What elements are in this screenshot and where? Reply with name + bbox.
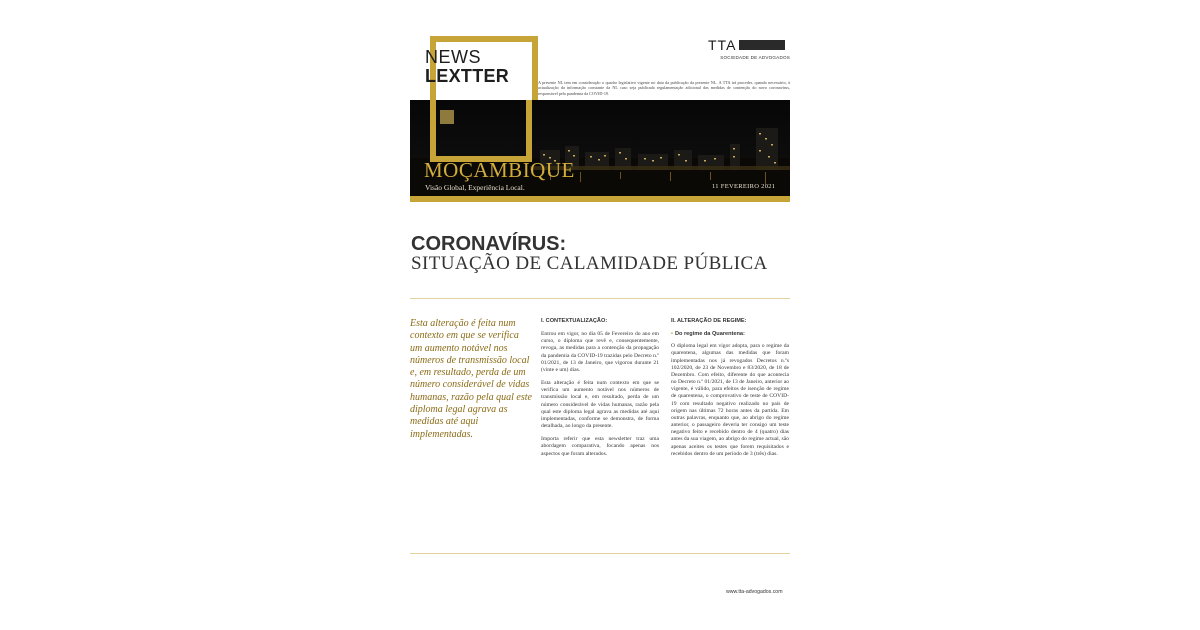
country-name: MOÇAMBIQUE xyxy=(424,158,575,182)
issue-date: 11 FEVEREIRO 2021 xyxy=(712,183,776,190)
article-title-line1: CORONAVÍRUS: xyxy=(411,233,567,255)
pull-quote: Esta alteração é feita num contexto em que se verifica um aumento notável nos números de transmissão local e, em resultado, perda de um número considerável de vidas humanas, razão pela qual este diploma legal agrava as medidas até aqui implementadas. xyxy=(410,318,532,440)
section2-paragraph1: O diploma legal em vigor adopta, para o regime da quarentena, algumas das medidas que foram implementadas nos já revogados Decretos n.ºs 102/2020, de 23 de Novembro e 83/2020, de 18 de Dezembro. Com efeito, diferente do que acontecia no Decreto n.º 01/2021, de 13 de Janeiro, anterior ao vigente, é válido, para efeitos de isenção de regime de quarentena, o comprovativo de teste de COVID-19 com resultado negativo realizado no país de origem nas últimas 72 horas antes da partida. Em outras palavras, enquanto que, ao abrigo do regime anterior, o passageiro deveria ter consigo um teste negativo feito e recebido dentro de 4 (quatro) dias antes da sua viagem, ao abrigo do regime actual, são apenas aceites os testes que forem requisitados e recebidos dentro de um período de 3 (três) dias. xyxy=(671,343,789,457)
divider-bottom xyxy=(410,553,790,554)
section2-subheading xyxy=(671,331,789,338)
newsletter-title-line2: LEXTTER xyxy=(425,66,510,86)
section1-heading: I. CONTEXTUALIZAÇÃO: xyxy=(541,318,608,324)
divider-top xyxy=(410,298,790,299)
column-alteracao-regime xyxy=(671,318,789,464)
column-contextualizacao xyxy=(541,318,659,464)
section2-subheading-text: Do regime da Quarentena: xyxy=(674,331,745,338)
firm-logo-bar xyxy=(739,40,785,50)
website-link[interactable]: www.tta-advogados.com xyxy=(726,589,783,595)
article-title-line2: SITUAÇÃO DE CALAMIDADE PÚBLICA xyxy=(411,253,768,274)
banner-gold-frame-left xyxy=(430,100,436,160)
gold-divider-strip xyxy=(410,196,790,202)
newsletter-title xyxy=(425,48,509,86)
banner-gold-square xyxy=(440,110,454,124)
firm-logo xyxy=(708,36,790,60)
section1-paragraph2: Esta alteração é feita num contexto em que se verifica um aumento notável nos números de transmissão local e, em resultado, perda de um número considerável de vidas humanas, razão pela qual este diploma legal agrava as medidas até aqui implementadas, conforme se demonstra, de forma detalhada, ao longo da presente. xyxy=(541,380,659,430)
newsletter-title-line1: NEWS xyxy=(425,47,481,67)
banner-gold-frame-right xyxy=(526,100,532,162)
firm-logo-subtitle: SOCIEDADE DE ADVOGADOS xyxy=(720,55,790,60)
section1-paragraph1: Entrou em vigor, no dia 05 de Fevereiro do ano em curso, o diploma que revê e, consequentemente, revoga, as medidas para a contenção da propagação da pandemia da COVID-19 trazidas pelo Decreto n.º 01/2021, de 13 de Janeiro, que vigorou durante 21 (vinte e um) dias. xyxy=(541,331,659,373)
disclaimer-text: A presente NL tem em consideração o quadro legislativo vigente no data da publicação da presente NL. A TTA irá proceder, quando necessário, à actualização da informação constante da NL caso seja publicada regulamentação adicional das medidas de contenção do novo coronavírus, responsável pela pandemia da COVID-19. xyxy=(538,80,790,96)
tagline: Visão Global, Experiência Local. xyxy=(425,183,525,192)
section1-paragraph3: Importa referir que esta newsletter traz uma abordagem comparativa, focando apenas nos aspectos que foram alterados. xyxy=(541,436,659,457)
bullet-icon: • xyxy=(671,331,673,338)
section2-heading: II. ALTERAÇÃO DE REGIME: xyxy=(671,318,747,324)
firm-logo-text: TTA xyxy=(708,37,737,54)
